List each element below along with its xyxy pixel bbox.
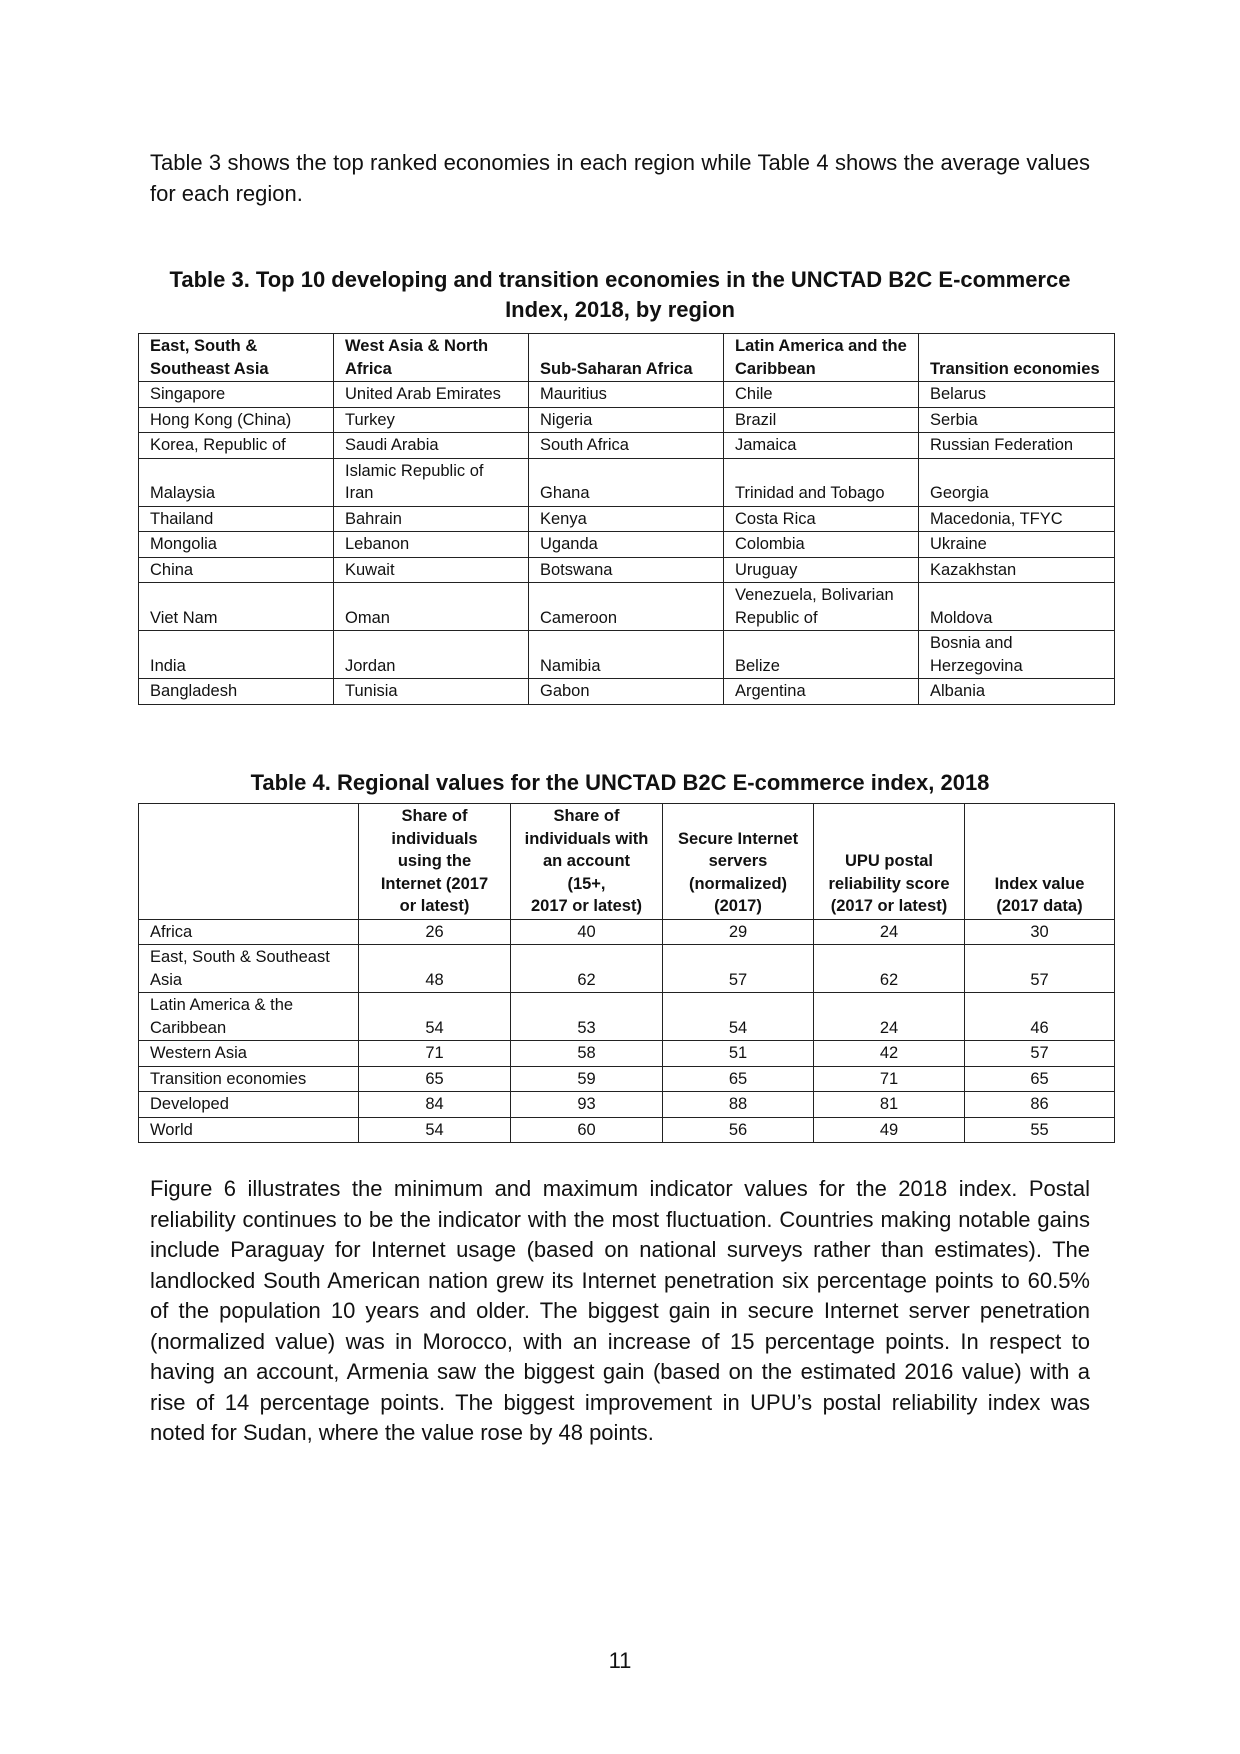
table3-cell-line: Kuwait (345, 560, 395, 579)
table3-cell-line: Gabon (540, 682, 590, 700)
table3-cell-line: Oman (345, 608, 390, 627)
table4-header-row (139, 804, 1115, 920)
table3-cell-line: Singapore (150, 385, 226, 403)
table4-region-cell (139, 945, 359, 993)
table3-cell-line: Chile (735, 385, 773, 403)
table3-header-cell (919, 334, 1115, 382)
table3-cell-line: Albania (930, 682, 986, 700)
table3-cell (139, 631, 334, 679)
table4-value-cell: 71 (359, 1041, 511, 1067)
table4-row (139, 945, 1115, 993)
table3-cell (139, 679, 334, 705)
table4-value-cell: 65 (359, 1066, 511, 1092)
table3-cell-line: Ghana (540, 484, 590, 502)
table3-header-line: West Asia & North (345, 337, 489, 355)
table3-cell (529, 382, 724, 408)
table3-cell (724, 583, 919, 631)
table4-body (139, 919, 1115, 1143)
table3-caption-line2: Index, 2018, by region (505, 297, 735, 322)
table3-cell-line: Tunisia (345, 682, 398, 700)
table3-cell (724, 382, 919, 408)
table4-value-cell: 51 (663, 1041, 814, 1067)
table3-cell-line: Lebanon (345, 535, 410, 553)
table3-cell (919, 433, 1115, 459)
table3-caption-line1: Table 3. Top 10 developing and transition economies in the UNCTAD B2C E-commerce (169, 267, 1071, 292)
table4-header-cell (511, 804, 663, 920)
table3-cell (724, 532, 919, 558)
table4-header-line: (2017) (714, 897, 762, 915)
table3-cell (724, 458, 919, 506)
table3-header-cell (529, 334, 724, 382)
table3-cell (919, 679, 1115, 705)
table4-region-line: Caribbean (150, 1018, 227, 1037)
table4-header-cell (359, 804, 511, 920)
table4-value-cell: 54 (359, 993, 511, 1041)
table4-region-line: Developed (150, 1095, 229, 1113)
table4-value-cell: 40 (511, 919, 663, 945)
table3-cell-line: Bosnia and (930, 634, 1013, 652)
table4-caption: Table 4. Regional values for the UNCTAD B2C E-commerce index, 2018 (250, 770, 990, 795)
table4-value-cell: 54 (359, 1117, 511, 1143)
table4-value-cell: 59 (511, 1066, 663, 1092)
table3-cell (919, 458, 1115, 506)
table3-row (139, 458, 1115, 506)
table4-value-cell: 62 (511, 945, 663, 993)
table4-header-line: individuals (391, 829, 478, 848)
table3-cell (919, 382, 1115, 408)
page-number: 11 (608, 1648, 632, 1673)
table3-row (139, 506, 1115, 532)
table4-value-cell: 46 (965, 993, 1115, 1041)
table3-header-cell (139, 334, 334, 382)
table3-caption (140, 265, 1100, 325)
table3-cell (919, 557, 1115, 583)
table3-cell (529, 583, 724, 631)
table3-cell-line: Malaysia (150, 484, 216, 502)
figure6-paragraph: Figure 6 illustrates the minimum and maximum indicator values for the 2018 index. Postal reliability continues to be the indicator with the most fluctuation. Countries making notable gains include Paraguay for Internet usage (based on national surveys rather than estimates). The landlocked South American nation grew its Internet penetration six percentage points to 60.5% of the population 10 years and older. The biggest gain in secure Internet server penetration (normalized value) was in Morocco, with an increase of 15 percentage points. In respect to having an account, Armenia saw the biggest gain (based on the estimated 2016 value) with a rise of 14 percentage points. The biggest improvement in UPU’s postal reliability index was noted for Sudan, where the value rose by 48 points. (150, 1176, 1090, 1445)
table3-cell-line: Saudi Arabia (345, 436, 439, 454)
table3-cell-line: Kazakhstan (930, 560, 1017, 579)
table3-cell (334, 557, 529, 583)
table3-cell (529, 433, 724, 459)
table3-cell-line: Venezuela, Bolivarian (735, 586, 894, 604)
table3-row (139, 407, 1115, 433)
table3-cell-line: China (150, 560, 194, 579)
table3-cell-line: Macedonia, TFYC (930, 509, 1063, 528)
table3-cell-line: Ukraine (930, 535, 987, 553)
table4-region-line: World (150, 1120, 193, 1139)
table3-header-line: Southeast Asia (150, 359, 269, 378)
table4-row (139, 1041, 1115, 1067)
table3-cell (139, 506, 334, 532)
table3-cell (139, 433, 334, 459)
table3-cell-line: Costa Rica (735, 509, 816, 528)
table3-cell (724, 557, 919, 583)
table3-cell-line: Republic of (735, 608, 818, 627)
table4-regional-values (138, 803, 1115, 1143)
table4-value-cell: 57 (965, 1041, 1115, 1067)
table3-header-line: Sub-Saharan Africa (540, 359, 693, 378)
table3-cell-line: Uruguay (735, 560, 798, 579)
table3-cell (529, 532, 724, 558)
table4-header-line: Internet (2017 (380, 874, 489, 893)
table4-value-cell: 62 (814, 945, 965, 993)
table4-row (139, 993, 1115, 1041)
table3-cell-line: Herzegovina (930, 656, 1023, 675)
table4-value-cell: 65 (965, 1066, 1115, 1092)
table4-value-cell: 49 (814, 1117, 965, 1143)
table4-region-cell (139, 1041, 359, 1067)
table3-cell-line: Iran (345, 484, 374, 502)
table3-cell-line: Bahrain (345, 509, 402, 528)
table4-value-cell: 84 (359, 1092, 511, 1118)
table3-cell (919, 407, 1115, 433)
table3-row (139, 532, 1115, 558)
table4-region-line: Western Asia (150, 1044, 247, 1062)
table3-cell-line: Turkey (345, 410, 395, 429)
table3-cell (919, 506, 1115, 532)
table3-cell-line: Kenya (540, 509, 587, 528)
table4-value-cell: 65 (663, 1066, 814, 1092)
table3-row (139, 631, 1115, 679)
table3-cell-line: Mauritius (540, 385, 607, 403)
table3-cell (139, 382, 334, 408)
table3-cell-line: Mongolia (150, 535, 217, 553)
table3-cell-line: Russian Federation (930, 436, 1074, 454)
table4-header-line: Share of (401, 807, 468, 825)
table3-cell-line: Uganda (540, 535, 598, 553)
table4-header-line: UPU postal (844, 852, 933, 870)
table4-header-line: individuals with (524, 829, 649, 848)
table4-header-line: or latest) (399, 897, 470, 915)
table3-cell-line: Belize (735, 656, 780, 675)
table3-cell-line: Thailand (150, 509, 214, 528)
table4-header-line: Index value (994, 874, 1085, 893)
table3-cell (334, 433, 529, 459)
table4-value-cell: 88 (663, 1092, 814, 1118)
table3-cell-line: Islamic Republic of (345, 461, 484, 480)
table3-row (139, 557, 1115, 583)
table3-row (139, 382, 1115, 408)
table3-cell (529, 631, 724, 679)
table4-header-line: servers (708, 852, 768, 870)
table4-row (139, 1066, 1115, 1092)
table4-region-line: East, South & Southeast (150, 948, 330, 966)
table3-cell-line: Jamaica (735, 436, 797, 454)
table3-cell-line: Cameroon (540, 608, 618, 627)
table3-header-line: Caribbean (735, 359, 816, 378)
table4-header-cell (814, 804, 965, 920)
table4-region-cell (139, 1066, 359, 1092)
intro-paragraph: Table 3 shows the top ranked economies in each region while Table 4 shows the average values for each region. (150, 150, 1090, 206)
table3-cell-line: Serbia (930, 410, 978, 429)
table4-header-line: (2017 data) (996, 897, 1083, 915)
table3-cell (919, 532, 1115, 558)
table4-value-cell: 93 (511, 1092, 663, 1118)
table3-cell-line: Brazil (735, 410, 777, 429)
table3-header-line: Latin America and the (735, 337, 907, 355)
table3-cell-line: United Arab Emirates (345, 385, 501, 403)
table3-header-line: Transition economies (930, 359, 1100, 378)
table3-cell (139, 557, 334, 583)
table3-cell (529, 407, 724, 433)
table4-row (139, 919, 1115, 945)
table4-value-cell: 26 (359, 919, 511, 945)
table3-cell-line: Jordan (345, 656, 396, 675)
table3-row (139, 583, 1115, 631)
table3-header-row (139, 334, 1115, 382)
table3-header-line: Africa (345, 359, 392, 378)
table3-cell (334, 382, 529, 408)
table3-cell-line: Moldova (930, 608, 993, 627)
table3-cell (334, 631, 529, 679)
table4-region-cell (139, 1092, 359, 1118)
table4-value-cell: 54 (663, 993, 814, 1041)
table4-region-line: Asia (150, 970, 183, 989)
table4-header-line: Share of (553, 807, 620, 825)
table4-region-cell (139, 919, 359, 945)
table3-cell (334, 679, 529, 705)
table4-value-cell: 48 (359, 945, 511, 993)
table4-header-cell (663, 804, 814, 920)
table4-region-line: Latin America & the (150, 996, 294, 1014)
table3-cell (529, 679, 724, 705)
table4-header-cell (965, 804, 1115, 920)
table3-cell-line: Bangladesh (150, 682, 238, 700)
table3-cell (139, 458, 334, 506)
table3-row (139, 679, 1115, 705)
table3-cell-line: Botswana (540, 560, 613, 579)
table3-cell (334, 532, 529, 558)
table4-header-line: using the (397, 852, 472, 870)
table3-cell-line: Hong Kong (China) (150, 410, 292, 429)
table3-cell (724, 433, 919, 459)
table3-cell-line: Korea, Republic of (150, 436, 286, 454)
table3-row (139, 433, 1115, 459)
table3-body (139, 382, 1115, 705)
table4-header-cell (139, 804, 359, 920)
table3-cell (724, 407, 919, 433)
table3-cell-line: Trinidad and Tobago (735, 484, 885, 502)
table4-value-cell: 24 (814, 993, 965, 1041)
table4-region-line: Transition economies (150, 1069, 307, 1088)
table3-header-line: East, South & (150, 337, 258, 355)
table3-cell (724, 679, 919, 705)
table3-cell-line: Nigeria (540, 410, 593, 429)
table3-header-cell (724, 334, 919, 382)
table4-value-cell: 81 (814, 1092, 965, 1118)
table4-header-line: an account (15+, (542, 852, 631, 893)
table4-value-cell: 58 (511, 1041, 663, 1067)
table4-value-cell: 30 (965, 919, 1115, 945)
table3-cell (529, 506, 724, 532)
table3-cell-line: Belarus (930, 385, 986, 403)
table3-cell (334, 583, 529, 631)
table3-cell (724, 506, 919, 532)
table4-value-cell: 71 (814, 1066, 965, 1092)
table4-value-cell: 53 (511, 993, 663, 1041)
table4-header-line: reliability score (828, 874, 950, 893)
table4-region-cell (139, 993, 359, 1041)
table3-cell (334, 506, 529, 532)
table4-value-cell: 57 (663, 945, 814, 993)
table3-cell (334, 458, 529, 506)
table3-cell (334, 407, 529, 433)
table3-cell-line: Viet Nam (150, 608, 218, 627)
table4-value-cell: 86 (965, 1092, 1115, 1118)
table4-value-cell: 42 (814, 1041, 965, 1067)
table3-cell (919, 631, 1115, 679)
table4-header-line: (normalized) (688, 874, 788, 893)
table4-row (139, 1092, 1115, 1118)
table3-cell-line: Georgia (930, 484, 989, 502)
table3-cell (919, 583, 1115, 631)
table3-cell-line: Colombia (735, 535, 805, 553)
table4-value-cell: 57 (965, 945, 1115, 993)
table3-cell (139, 532, 334, 558)
table4-header-line: Secure Internet (677, 829, 799, 848)
table4-value-cell: 60 (511, 1117, 663, 1143)
table4-value-cell: 55 (965, 1117, 1115, 1143)
table4-header-line: (2017 or latest) (830, 897, 948, 915)
table4-region-line: Africa (150, 922, 193, 941)
table3-cell-line: Argentina (735, 682, 806, 700)
table3-cell (139, 583, 334, 631)
table3-cell-line: India (150, 656, 186, 675)
table4-value-cell: 24 (814, 919, 965, 945)
table3-cell (529, 458, 724, 506)
table4-header-line: 2017 or latest) (531, 897, 642, 915)
table4-value-cell: 56 (663, 1117, 814, 1143)
table4-value-cell: 29 (663, 919, 814, 945)
table3-cell-line: Namibia (540, 656, 601, 675)
table3-top-economies (138, 333, 1115, 705)
table3-cell (139, 407, 334, 433)
table3-header-cell (334, 334, 529, 382)
table3-cell (529, 557, 724, 583)
table3-cell-line: South Africa (540, 436, 629, 454)
table4-region-cell (139, 1117, 359, 1143)
table4-row (139, 1117, 1115, 1143)
table3-cell (724, 631, 919, 679)
